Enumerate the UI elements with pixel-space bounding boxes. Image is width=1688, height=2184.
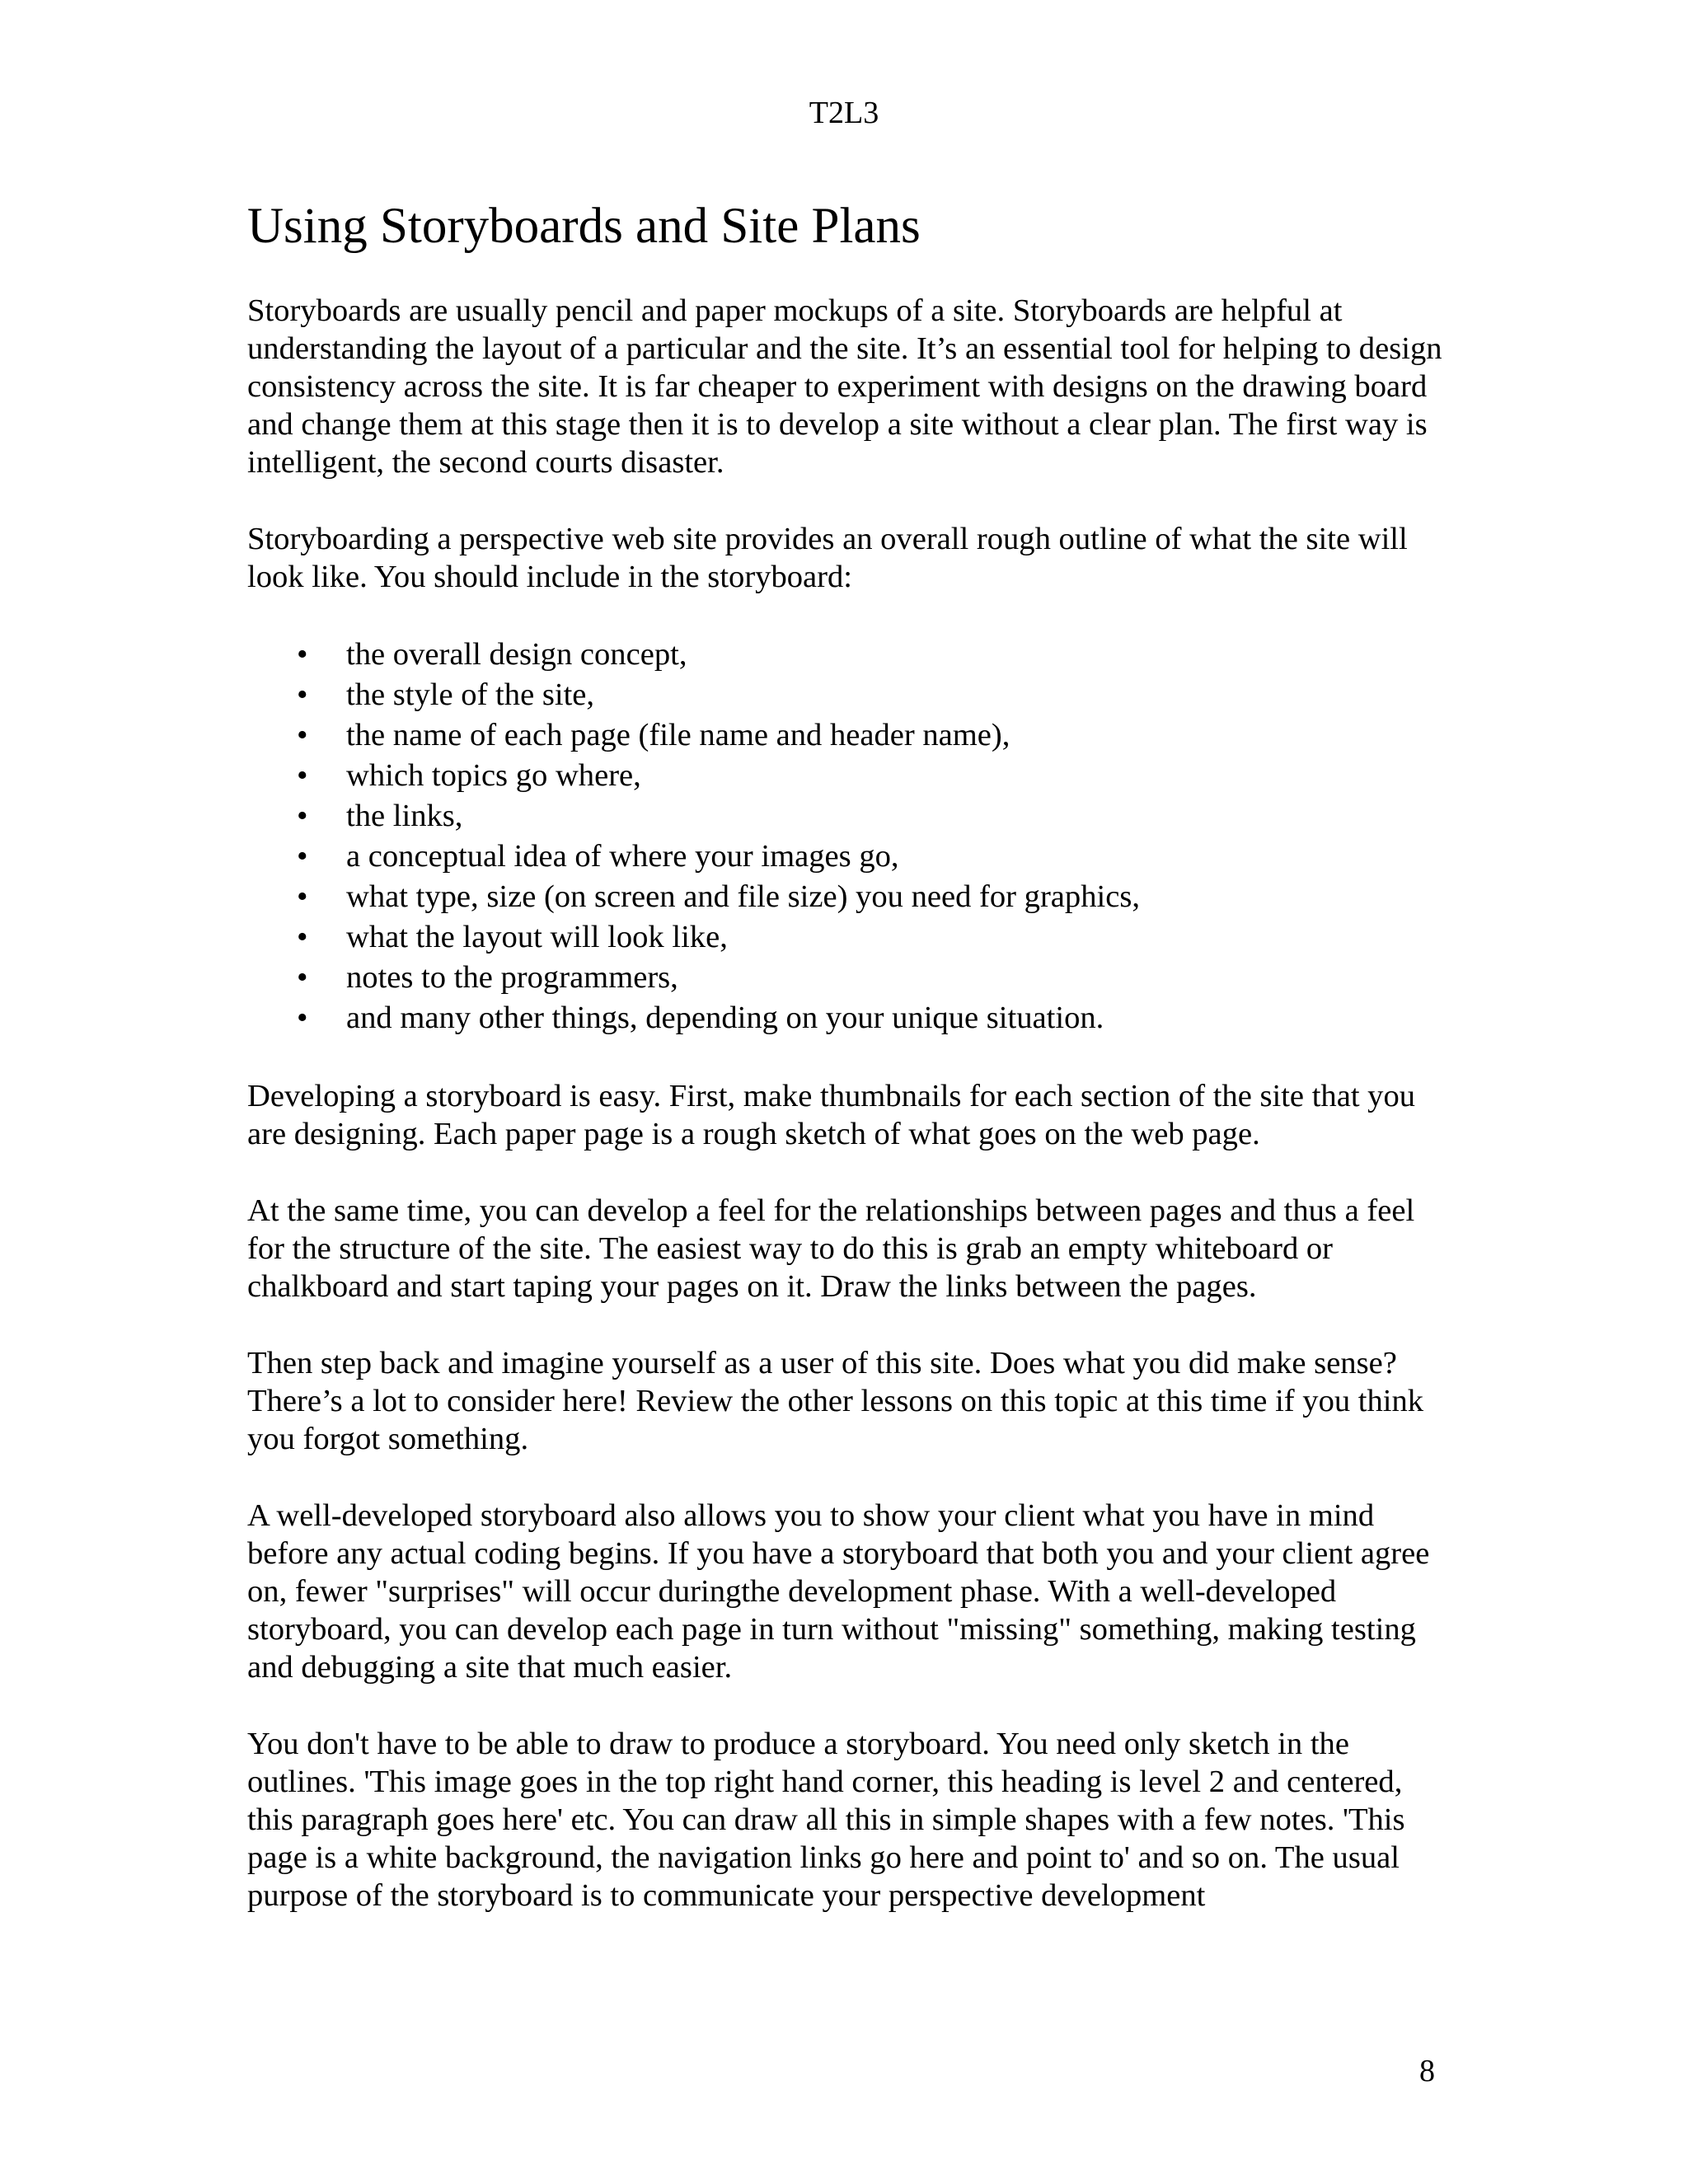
page-title: Using Storyboards and Site Plans xyxy=(247,199,921,254)
page-number: 8 xyxy=(1419,2054,1435,2088)
paragraph-intro-2: Storyboarding a perspective web site provides an overall rough outline of what the site will look like. You should include in the storyboard: xyxy=(247,522,1408,595)
paragraph-intro-1: Storyboards are usually pencil and paper mockups of a site. Storyboards are helpful at understanding the layout of a particular and the site. It’s an essential tool for helping to design consistency across the site. It is far cheaper to experiment with designs on the drawing board and change them at this stage then it is to develop a site without a clear plan. The first way is intelligent, the second courts disaster. xyxy=(247,293,1442,480)
list-item: • the name of each page (file name and header name), xyxy=(346,715,1451,756)
paragraph-body-5: You don't have to be able to draw to produce a storyboard. You need only sketch in the outlines. 'This image goes in the top right hand corner, this heading is level 2 and centered, this paragraph goes here' etc. You can draw all this in simple shapes with a few notes. 'This page is a white background, the navigation links go here and point to' and so on. The usual purpose of the storyboard is to communicate your perspective development xyxy=(247,1727,1405,1914)
page-header: T2L3 xyxy=(809,96,879,130)
paragraph-body-1: Developing a storyboard is easy. First, make thumbnails for each section of the site that you are designing. Each paper page is a rough sketch of what goes on the web page. xyxy=(247,1079,1416,1152)
list-item: • what the layout will look like, xyxy=(346,917,1451,958)
paragraph-body-4: A well-developed storyboard also allows you to show your client what you have in mind before any actual coding begins. If you have a storyboard that both you and your client agree on, fewer "surprises" will occur duringthe development phase. With a well-developed storyboard, you can develop each page in turn without "missing" something, making testing and debugging a site that much easier. xyxy=(247,1498,1430,1685)
list-item: • the overall design concept, xyxy=(346,635,1451,675)
document-body xyxy=(247,198,1451,1953)
list-item: • which topics go where, xyxy=(346,756,1451,796)
storyboard-contents-list xyxy=(247,635,1451,1038)
list-item: • a conceptual idea of where your images go, xyxy=(346,837,1451,877)
paragraph-body-2: At the same time, you can develop a feel for the relationships between pages and thus a feel for the structure of the site. The easiest way to do this is grab an empty whiteboard or chalkboard and start taping your pages on it. Draw the links between the pages. xyxy=(247,1193,1415,1305)
list-item: • and many other things, depending on your unique situation. xyxy=(346,998,1451,1038)
list-item: • notes to the programmers, xyxy=(346,958,1451,998)
list-item: • what type, size (on screen and file size) you need for graphics, xyxy=(346,877,1451,917)
paragraph-body-3: Then step back and imagine yourself as a user of this site. Does what you did make sense? There’s a lot to consider here! Review the other lessons on this topic at this time if you think you forgot something. xyxy=(247,1346,1424,1457)
list-item: • the links, xyxy=(346,796,1451,837)
list-item: • the style of the site, xyxy=(346,675,1451,715)
